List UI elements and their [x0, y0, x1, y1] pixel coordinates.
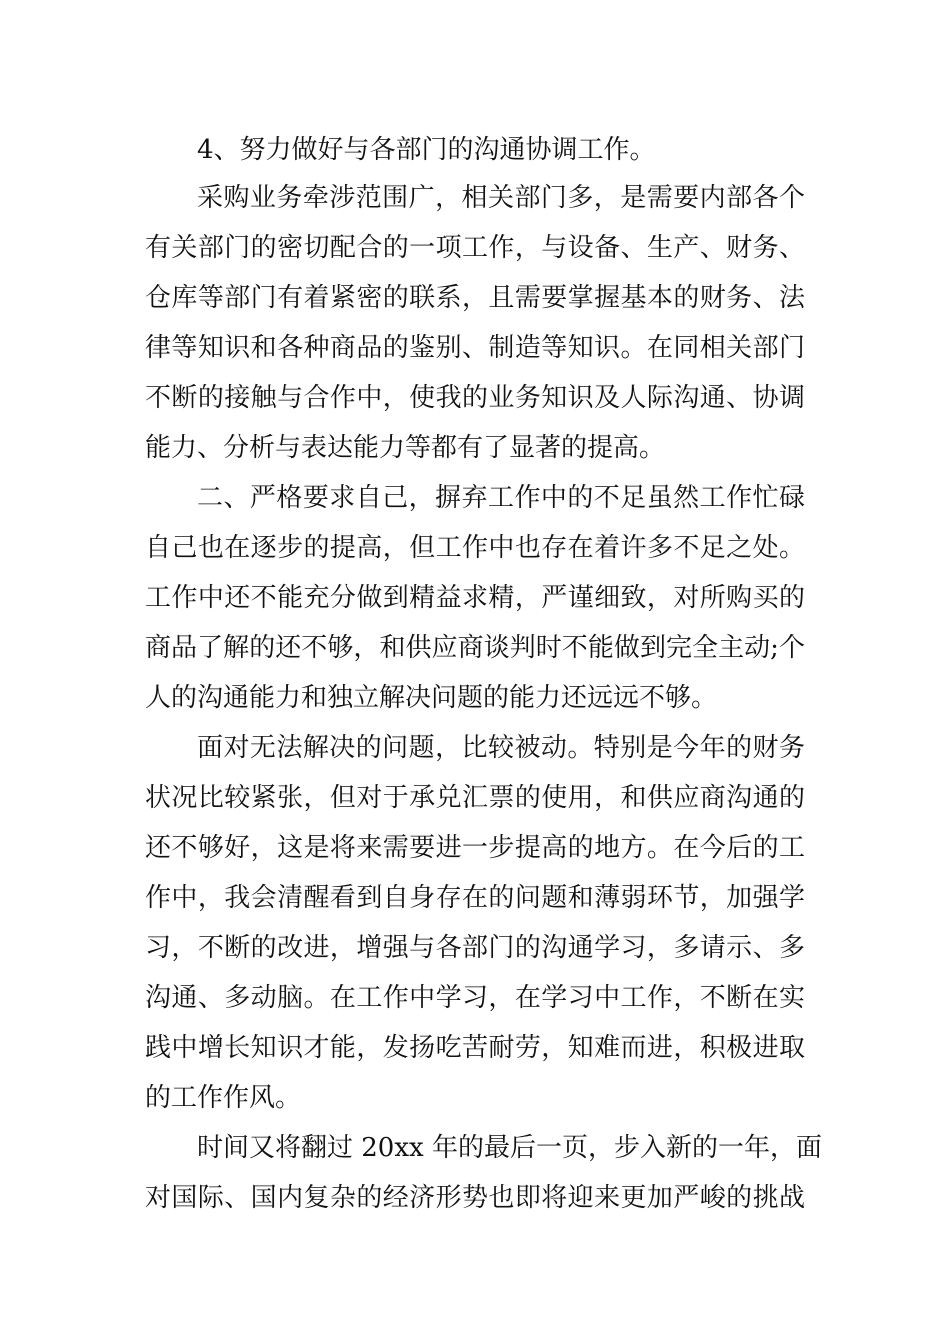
paragraph-line: 面对无法解决的问题，比较被动。特别是今年的财务 [197, 733, 805, 763]
paragraph-line: 仓库等部门有着紧密的联系，且需要掌握基本的财务、法 [145, 283, 805, 313]
paragraph-line: 4、努力做好与各部门的沟通协调工作。 [197, 135, 656, 165]
paragraph-line: 的工作作风。 [145, 1083, 302, 1113]
paragraph-line: 还不够好，这是将来需要进一步提高的地方。在今后的工 [145, 833, 805, 863]
paragraph-line: 时间又将翻过 20xx 年的最后一页，步入新的一年，面 [197, 1133, 822, 1163]
paragraph-line: 习，不断的改进，增强与各部门的沟通学习，多请示、多 [145, 933, 805, 963]
paragraph-line: 律等知识和各种商品的鉴别、制造等知识。在同相关部门 [145, 333, 805, 363]
paragraph-line: 人的沟通能力和独立解决问题的能力还远远不够。 [145, 683, 718, 713]
paragraph-line: 采购业务牵涉范围广，相关部门多，是需要内部各个 [197, 183, 805, 213]
paragraph-line: 沟通、多动脑。在工作中学习，在学习中工作，不断在实 [145, 983, 805, 1013]
paragraph-line: 状况比较紧张，但对于承兑汇票的使用，和供应商沟通的 [145, 783, 805, 813]
paragraph-line: 对国际、国内复杂的经济形势也即将迎来更加严峻的挑战 [145, 1183, 805, 1213]
paragraph-line: 商品了解的还不够，和供应商谈判时不能做到完全主动;个 [145, 633, 805, 663]
paragraph-line: 二、严格要求自己，摒弃工作中的不足虽然工作忙碌 [197, 483, 805, 513]
paragraph-line: 工作中还不能充分做到精益求精，严谨细致，对所购买的 [145, 583, 805, 613]
paragraph-line: 不断的接触与合作中，使我的业务知识及人际沟通、协调 [145, 383, 805, 413]
paragraph-line: 自己也在逐步的提高，但工作中也存在着许多不足之处。 [145, 533, 805, 563]
paragraph-line: 能力、分析与表达能力等都有了显著的提高。 [145, 433, 666, 463]
paragraph-line: 有关部门的密切配合的一项工作，与设备、生产、财务、 [145, 233, 805, 263]
paragraph-line: 践中增长知识才能，发扬吃苦耐劳，知难而进，积极进取 [145, 1033, 805, 1063]
paragraph-line: 作中，我会清醒看到自身存在的问题和薄弱环节，加强学 [145, 883, 805, 913]
